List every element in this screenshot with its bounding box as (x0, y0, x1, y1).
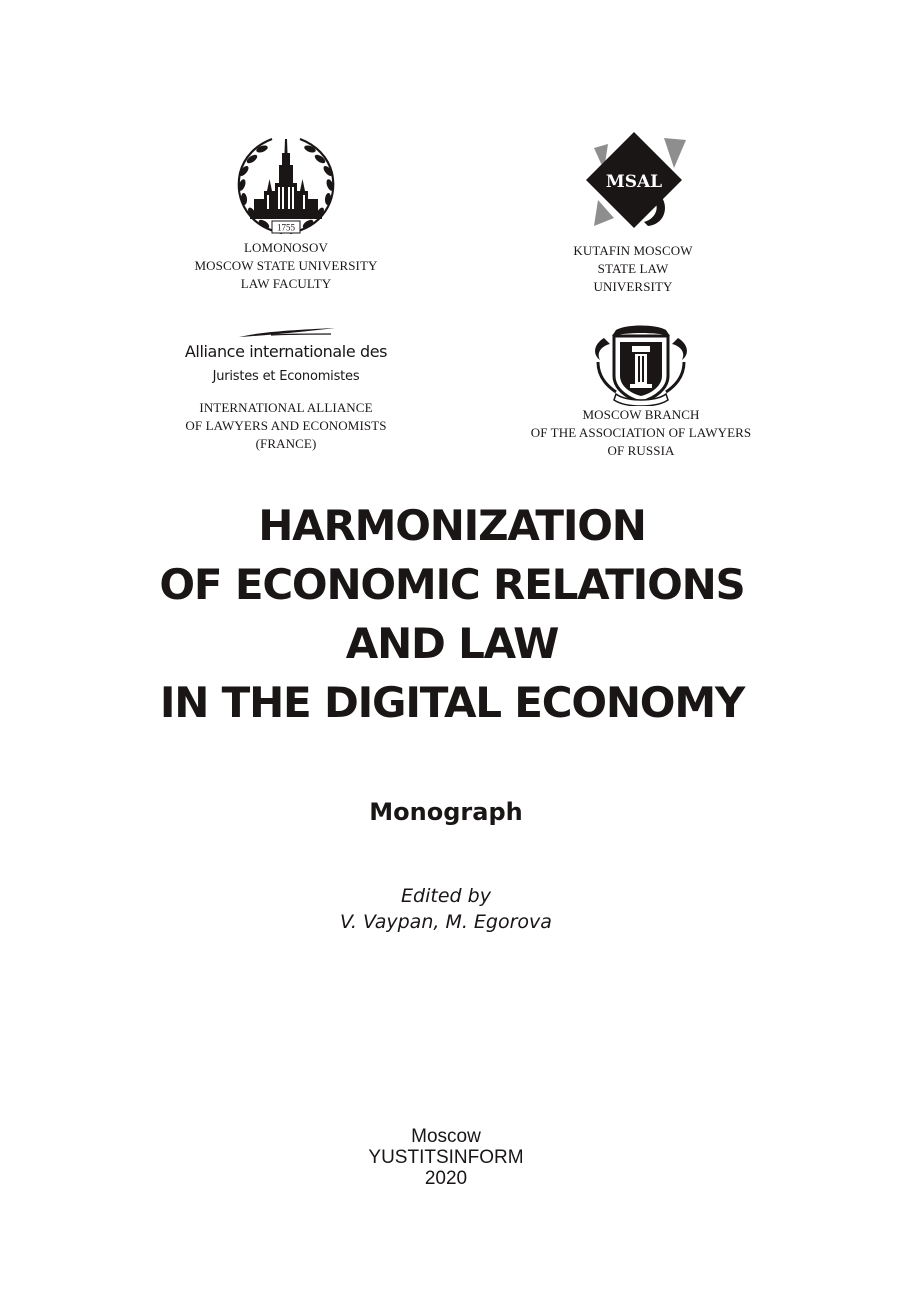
book-title (60, 496, 844, 732)
edited-by-label: Edited by (401, 885, 491, 907)
msal-label: MSAL (605, 172, 663, 192)
editor-names: V. Vaypan, M. Egorova (340, 911, 552, 933)
lomonosov-logo-block (160, 135, 412, 293)
moscow-branch-caption: MOSCOW BRANCH OF THE ASSOCIATION OF LAWYERS OF RUSSIA (530, 407, 752, 458)
msal-diamond-icon (578, 130, 688, 240)
imprint-year: 2020 (424, 1168, 468, 1189)
title-line-1: HARMONIZATION (258, 501, 646, 550)
title-line-4: IN THE DIGITAL ECONOMY (159, 678, 745, 727)
alliance-caption: INTERNATIONAL ALLIANCE OF LAWYERS AND ECONOMISTS (FRANCE) (185, 400, 387, 451)
msal-logo-block (508, 130, 758, 296)
alliance-name-line2: Juristes et Economistes (212, 369, 360, 384)
imprint-publisher: YUSTITSINFORM (368, 1147, 524, 1168)
alliance-swoosh-icon (231, 326, 341, 340)
moscow-branch-logo-block (508, 322, 774, 460)
lomonosov-caption: LOMONOSOV MOSCOW STATE UNIVERSITY LAW FACULTY (194, 240, 378, 291)
msal-caption: KUTAFIN MOSCOW STATE LAW UNIVERSITY (573, 243, 693, 294)
title-line-3: AND LAW (345, 619, 559, 668)
title-line-2: OF ECONOMIC RELATIONS (159, 560, 745, 609)
imprint-city: Moscow (411, 1126, 481, 1147)
alliance-name-line1: Alliance internationale des (184, 342, 388, 361)
alliance-logo-block (160, 326, 412, 453)
editors-block (0, 883, 892, 935)
msu-building-wreath-icon (232, 135, 340, 239)
logo-year: 1755 (277, 222, 295, 233)
imprint-block (0, 1126, 892, 1189)
lawyers-association-emblem-icon (586, 322, 696, 406)
book-subtitle: Monograph (369, 798, 523, 826)
